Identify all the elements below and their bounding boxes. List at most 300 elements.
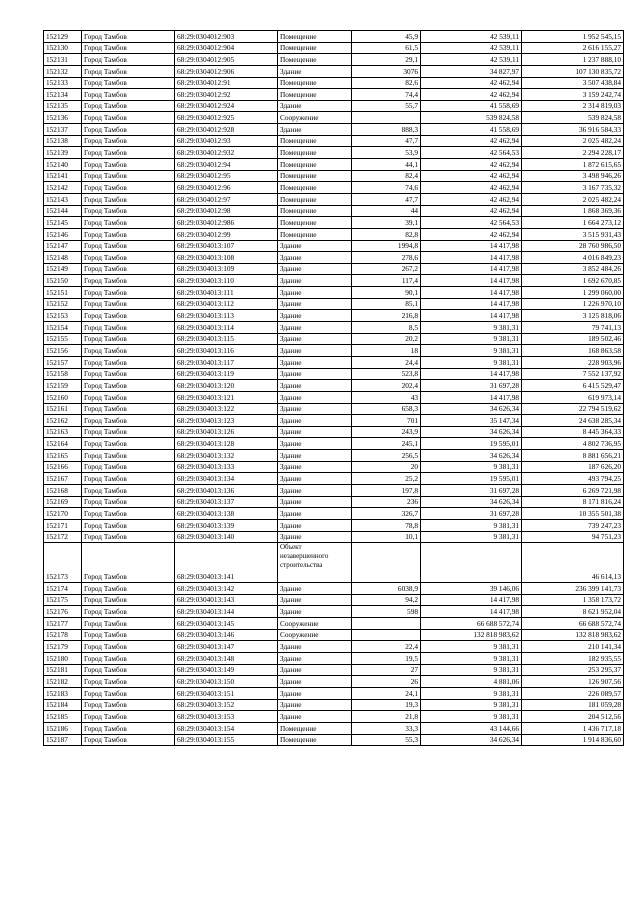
object-type-cell: Здание: [278, 531, 352, 543]
table-row: [44, 89, 624, 101]
object-type-cell: Здание: [278, 496, 352, 508]
area-cell: 24,1: [352, 687, 421, 699]
unit-value-cell: 9 381,31: [421, 653, 522, 665]
area-cell: 45,9: [352, 31, 421, 43]
cadastral-value-cell: 539 824,58: [522, 112, 624, 124]
object-type-cell: Помещение: [278, 205, 352, 217]
row-number-cell: 152187: [44, 734, 82, 746]
object-type-cell: Помещение: [278, 734, 352, 746]
row-number-cell: 152142: [44, 182, 82, 194]
area-cell: 25,2: [352, 473, 421, 485]
cadastral-number-cell: 68:29:0304013:142: [175, 583, 278, 595]
area-cell: 701: [352, 415, 421, 427]
object-type-cell: Помещение: [278, 147, 352, 159]
table-row: [44, 653, 624, 665]
area-cell: [352, 543, 421, 583]
cadastral-value-cell: 46 614,13: [522, 543, 624, 583]
area-cell: 6038,9: [352, 583, 421, 595]
cadastral-number-cell: 68:29:0304013:107: [175, 240, 278, 252]
area-cell: 27: [352, 664, 421, 676]
unit-value-cell: 9 381,31: [421, 322, 522, 334]
unit-value-cell: 14 417,98: [421, 287, 522, 299]
cadastral-number-cell: 68:29:0304013:122: [175, 403, 278, 415]
area-cell: 82,8: [352, 228, 421, 240]
object-type-cell: Объект незавершенного строительства: [278, 543, 352, 583]
cadastral-value-cell: 3 852 484,26: [522, 263, 624, 275]
table-row: [44, 699, 624, 711]
row-number-cell: 152157: [44, 356, 82, 368]
table-row: [44, 484, 624, 496]
object-type-cell: Здание: [278, 403, 352, 415]
table-row: [44, 496, 624, 508]
object-type-cell: Здание: [278, 124, 352, 136]
table-row: [44, 594, 624, 606]
cadastral-number-cell: 68:29:0304013:146: [175, 629, 278, 641]
area-cell: 43: [352, 391, 421, 403]
object-type-cell: Здание: [278, 263, 352, 275]
table-row: [44, 240, 624, 252]
table-row: [44, 519, 624, 531]
area-cell: 523,8: [352, 368, 421, 380]
area-cell: 20: [352, 461, 421, 473]
locality-cell: Город Тамбов: [82, 89, 175, 101]
locality-cell: Город Тамбов: [82, 310, 175, 322]
unit-value-cell: 14 417,98: [421, 594, 522, 606]
table-row: [44, 618, 624, 630]
area-cell: 236: [352, 496, 421, 508]
object-type-cell: Здание: [278, 298, 352, 310]
unit-value-cell: 42 462,94: [421, 135, 522, 147]
unit-value-cell: 9 381,31: [421, 356, 522, 368]
row-number-cell: 152132: [44, 65, 82, 77]
unit-value-cell: 31 697,28: [421, 484, 522, 496]
area-cell: 78,8: [352, 519, 421, 531]
cadastral-value-cell: 3 167 735,32: [522, 182, 624, 194]
object-type-cell: Здание: [278, 368, 352, 380]
locality-cell: Город Тамбов: [82, 170, 175, 182]
locality-cell: Город Тамбов: [82, 461, 175, 473]
object-type-cell: Помещение: [278, 193, 352, 205]
unit-value-cell: 9 381,31: [421, 664, 522, 676]
locality-cell: Город Тамбов: [82, 322, 175, 334]
unit-value-cell: 14 417,98: [421, 310, 522, 322]
area-cell: 33,3: [352, 722, 421, 734]
row-number-cell: 152144: [44, 205, 82, 217]
object-type-cell: Сооружение: [278, 618, 352, 630]
area-cell: 598: [352, 606, 421, 618]
cadastral-value-cell: 3 125 818,06: [522, 310, 624, 322]
unit-value-cell: 42 462,94: [421, 228, 522, 240]
unit-value-cell: 34 827,97: [421, 65, 522, 77]
unit-value-cell: 539 824,58: [421, 112, 522, 124]
table-row: [44, 473, 624, 485]
cadastral-value-cell: 189 502,46: [522, 333, 624, 345]
cadastral-value-cell: 2 294 228,17: [522, 147, 624, 159]
cadastral-value-cell: 66 688 572,74: [522, 618, 624, 630]
table-row: [44, 461, 624, 473]
unit-value-cell: 9 381,31: [421, 461, 522, 473]
object-type-cell: Здание: [278, 240, 352, 252]
cadastral-value-cell: 24 638 285,34: [522, 415, 624, 427]
cadastral-number-cell: 68:29:0304012:98: [175, 205, 278, 217]
cadastral-number-cell: 68:29:0304013:134: [175, 473, 278, 485]
cadastral-number-cell: 68:29:0304013:113: [175, 310, 278, 322]
table-row: [44, 228, 624, 240]
unit-value-cell: 42 462,94: [421, 77, 522, 89]
unit-value-cell: 31 697,28: [421, 380, 522, 392]
cadastral-number-cell: 68:29:0304012:924: [175, 100, 278, 112]
row-number-cell: 152156: [44, 345, 82, 357]
object-type-cell: Здание: [278, 699, 352, 711]
locality-cell: Город Тамбов: [82, 699, 175, 711]
cadastral-value-cell: 28 760 986,50: [522, 240, 624, 252]
cadastral-value-cell: 1 226 970,10: [522, 298, 624, 310]
cadastral-value-cell: 126 907,56: [522, 676, 624, 688]
row-number-cell: 152140: [44, 159, 82, 171]
cadastral-value-cell: 228 903,96: [522, 356, 624, 368]
row-number-cell: 152166: [44, 461, 82, 473]
table-row: [44, 275, 624, 287]
cadastral-value-cell: 4 802 736,95: [522, 438, 624, 450]
cadastral-number-cell: 68:29:0304013:148: [175, 653, 278, 665]
table-row: [44, 159, 624, 171]
table-row: [44, 263, 624, 275]
cadastral-value-cell: 1 952 545,15: [522, 31, 624, 43]
unit-value-cell: 9 381,31: [421, 345, 522, 357]
object-type-cell: Здание: [278, 252, 352, 264]
row-number-cell: 152146: [44, 228, 82, 240]
locality-cell: Город Тамбов: [82, 438, 175, 450]
cadastral-value-cell: 168 863,58: [522, 345, 624, 357]
locality-cell: Город Тамбов: [82, 473, 175, 485]
table-row: [44, 310, 624, 322]
row-number-cell: 152183: [44, 687, 82, 699]
object-type-cell: Здание: [278, 380, 352, 392]
object-type-cell: Здание: [278, 519, 352, 531]
unit-value-cell: 14 417,98: [421, 391, 522, 403]
object-type-cell: Здание: [278, 450, 352, 462]
area-cell: 82,4: [352, 170, 421, 182]
unit-value-cell: 19 595,01: [421, 473, 522, 485]
cadastral-number-cell: 68:29:0304013:141: [175, 543, 278, 583]
unit-value-cell: 41 558,69: [421, 124, 522, 136]
object-type-cell: Сооружение: [278, 112, 352, 124]
cadastral-value-cell: 8 445 364,33: [522, 426, 624, 438]
object-type-cell: Здание: [278, 322, 352, 334]
row-number-cell: 152149: [44, 263, 82, 275]
cadastral-value-cell: 2 314 819,03: [522, 100, 624, 112]
unit-value-cell: 4 881,06: [421, 676, 522, 688]
cadastral-value-cell: 493 794,25: [522, 473, 624, 485]
cadastral-number-cell: 68:29:0304013:154: [175, 722, 278, 734]
unit-value-cell: 9 381,31: [421, 641, 522, 653]
locality-cell: Город Тамбов: [82, 734, 175, 746]
cadastral-value-cell: 22 794 519,62: [522, 403, 624, 415]
locality-cell: Город Тамбов: [82, 252, 175, 264]
table-row: [44, 641, 624, 653]
object-type-cell: Здание: [278, 275, 352, 287]
unit-value-cell: 42 539,11: [421, 31, 522, 43]
unit-value-cell: 42 462,94: [421, 182, 522, 194]
object-type-cell: Здание: [278, 438, 352, 450]
area-cell: 26: [352, 676, 421, 688]
area-cell: 888,3: [352, 124, 421, 136]
object-type-cell: Здание: [278, 391, 352, 403]
locality-cell: Город Тамбов: [82, 496, 175, 508]
row-number-cell: 152141: [44, 170, 82, 182]
row-number-cell: 152167: [44, 473, 82, 485]
locality-cell: Город Тамбов: [82, 606, 175, 618]
locality-cell: Город Тамбов: [82, 664, 175, 676]
area-cell: 90,1: [352, 287, 421, 299]
table-row: [44, 438, 624, 450]
row-number-cell: 152145: [44, 217, 82, 229]
table-row: [44, 629, 624, 641]
locality-cell: Город Тамбов: [82, 333, 175, 345]
locality-cell: Город Тамбов: [82, 543, 175, 583]
cadastral-number-cell: 68:29:0304013:153: [175, 711, 278, 723]
row-number-cell: 152139: [44, 147, 82, 159]
object-type-cell: Помещение: [278, 54, 352, 66]
cadastral-number-cell: 68:29:0304013:115: [175, 333, 278, 345]
area-cell: 39,1: [352, 217, 421, 229]
locality-cell: Город Тамбов: [82, 519, 175, 531]
cadastral-value-cell: 253 295,37: [522, 664, 624, 676]
locality-cell: Город Тамбов: [82, 77, 175, 89]
locality-cell: Город Тамбов: [82, 676, 175, 688]
locality-cell: Город Тамбов: [82, 135, 175, 147]
cadastral-number-cell: 68:29:0304012:97: [175, 193, 278, 205]
table-row: [44, 193, 624, 205]
object-type-cell: Здание: [278, 356, 352, 368]
cadastral-number-cell: 68:29:0304012:92: [175, 89, 278, 101]
row-number-cell: 152155: [44, 333, 82, 345]
area-cell: 29,1: [352, 54, 421, 66]
locality-cell: Город Тамбов: [82, 380, 175, 392]
object-type-cell: Здание: [278, 287, 352, 299]
locality-cell: Город Тамбов: [82, 182, 175, 194]
table-row: [44, 508, 624, 520]
locality-cell: Город Тамбов: [82, 629, 175, 641]
unit-value-cell: 43 144,66: [421, 722, 522, 734]
locality-cell: Город Тамбов: [82, 217, 175, 229]
unit-value-cell: 31 697,28: [421, 508, 522, 520]
table-row: [44, 100, 624, 112]
cadastral-value-cell: 236 399 141,73: [522, 583, 624, 595]
unit-value-cell: 42 462,94: [421, 205, 522, 217]
unit-value-cell: [421, 543, 522, 583]
table-row: [44, 676, 624, 688]
cadastral-value-cell: 226 089,57: [522, 687, 624, 699]
cadastral-number-cell: 68:29:0304012:932: [175, 147, 278, 159]
cadastral-number-cell: 68:29:0304012:928: [175, 124, 278, 136]
object-type-cell: Здание: [278, 473, 352, 485]
cadastral-value-cell: 3 159 242,74: [522, 89, 624, 101]
unit-value-cell: 132 818 983,62: [421, 629, 522, 641]
cadastral-number-cell: 68:29:0304013:109: [175, 263, 278, 275]
locality-cell: Город Тамбов: [82, 298, 175, 310]
table-row: [44, 287, 624, 299]
cadastral-value-cell: 1 914 836,60: [522, 734, 624, 746]
object-type-cell: Здание: [278, 664, 352, 676]
unit-value-cell: 34 626,34: [421, 426, 522, 438]
cadastral-value-cell: 8 881 656,21: [522, 450, 624, 462]
area-cell: 94,2: [352, 594, 421, 606]
cadastral-value-cell: 1 872 615,65: [522, 159, 624, 171]
locality-cell: Город Тамбов: [82, 508, 175, 520]
unit-value-cell: 14 417,98: [421, 240, 522, 252]
cadastral-value-cell: 132 818 983,62: [522, 629, 624, 641]
cadastral-number-cell: 68:29:0304012:99: [175, 228, 278, 240]
area-cell: [352, 618, 421, 630]
cadastral-number-cell: 68:29:0304013:140: [175, 531, 278, 543]
area-cell: 61,5: [352, 42, 421, 54]
cadastral-number-cell: 68:29:0304013:116: [175, 345, 278, 357]
object-type-cell: Здание: [278, 606, 352, 618]
row-number-cell: 152175: [44, 594, 82, 606]
locality-cell: Город Тамбов: [82, 356, 175, 368]
cadastral-number-cell: 68:29:0304013:136: [175, 484, 278, 496]
object-type-cell: Здание: [278, 508, 352, 520]
cadastral-number-cell: 68:29:0304013:126: [175, 426, 278, 438]
area-cell: 22,4: [352, 641, 421, 653]
area-cell: 55,3: [352, 734, 421, 746]
row-number-cell: 152160: [44, 391, 82, 403]
locality-cell: Город Тамбов: [82, 415, 175, 427]
row-number-cell: 152172: [44, 531, 82, 543]
unit-value-cell: 14 417,98: [421, 252, 522, 264]
locality-cell: Город Тамбов: [82, 531, 175, 543]
object-type-cell: Здание: [278, 641, 352, 653]
unit-value-cell: 19 595,01: [421, 438, 522, 450]
table-row: [44, 687, 624, 699]
area-cell: 20,2: [352, 333, 421, 345]
object-type-cell: Помещение: [278, 31, 352, 43]
cadastral-number-cell: 68:29:0304012:94: [175, 159, 278, 171]
object-type-cell: Здание: [278, 100, 352, 112]
cadastral-number-cell: 68:29:0304013:145: [175, 618, 278, 630]
table-row: [44, 147, 624, 159]
table-row: [44, 711, 624, 723]
locality-cell: Город Тамбов: [82, 205, 175, 217]
unit-value-cell: 14 417,98: [421, 606, 522, 618]
cadastral-number-cell: 68:29:0304013:144: [175, 606, 278, 618]
area-cell: 24,4: [352, 356, 421, 368]
area-cell: 278,6: [352, 252, 421, 264]
table-row: [44, 734, 624, 746]
row-number-cell: 152161: [44, 403, 82, 415]
object-type-cell: Здание: [278, 333, 352, 345]
locality-cell: Город Тамбов: [82, 54, 175, 66]
cadastral-value-cell: 1 664 273,12: [522, 217, 624, 229]
cadastral-value-cell: 107 130 835,72: [522, 65, 624, 77]
unit-value-cell: 41 558,69: [421, 100, 522, 112]
cadastral-number-cell: 68:29:0304013:112: [175, 298, 278, 310]
cadastral-value-cell: 94 751,23: [522, 531, 624, 543]
unit-value-cell: 9 381,31: [421, 333, 522, 345]
unit-value-cell: 9 381,31: [421, 711, 522, 723]
area-cell: [352, 112, 421, 124]
table-row: [44, 403, 624, 415]
row-number-cell: 152186: [44, 722, 82, 734]
cadastral-value-cell: 181 059,28: [522, 699, 624, 711]
locality-cell: Город Тамбов: [82, 426, 175, 438]
row-number-cell: 152134: [44, 89, 82, 101]
unit-value-cell: 34 626,34: [421, 403, 522, 415]
unit-value-cell: 9 381,31: [421, 531, 522, 543]
table-row: [44, 31, 624, 43]
area-cell: 10,1: [352, 531, 421, 543]
object-type-cell: Здание: [278, 65, 352, 77]
row-number-cell: 152173: [44, 543, 82, 583]
object-type-cell: Здание: [278, 426, 352, 438]
unit-value-cell: 9 381,31: [421, 699, 522, 711]
area-cell: 82,6: [352, 77, 421, 89]
unit-value-cell: 14 417,98: [421, 298, 522, 310]
locality-cell: Город Тамбов: [82, 368, 175, 380]
table-row: [44, 252, 624, 264]
table-row: [44, 368, 624, 380]
area-cell: 44: [352, 205, 421, 217]
table-body: [44, 31, 624, 746]
object-type-cell: Помещение: [278, 159, 352, 171]
cadastral-number-cell: 68:29:0304013:110: [175, 275, 278, 287]
object-type-cell: Здание: [278, 583, 352, 595]
cadastral-value-cell: 739 247,23: [522, 519, 624, 531]
table-row: [44, 322, 624, 334]
area-cell: 8,5: [352, 322, 421, 334]
table-row: [44, 182, 624, 194]
row-number-cell: 152174: [44, 583, 82, 595]
cadastral-number-cell: 68:29:0304013:151: [175, 687, 278, 699]
area-cell: 18: [352, 345, 421, 357]
cadastral-number-cell: 68:29:0304013:152: [175, 699, 278, 711]
row-number-cell: 152133: [44, 77, 82, 89]
cadastral-value-cell: 1 868 369,36: [522, 205, 624, 217]
table-row: [44, 298, 624, 310]
unit-value-cell: 42 564,53: [421, 217, 522, 229]
cadastral-number-cell: 68:29:0304013:119: [175, 368, 278, 380]
unit-value-cell: 34 626,34: [421, 734, 522, 746]
cadastral-number-cell: 68:29:0304013:128: [175, 438, 278, 450]
unit-value-cell: 34 626,34: [421, 450, 522, 462]
unit-value-cell: 42 539,11: [421, 42, 522, 54]
area-cell: 74,4: [352, 89, 421, 101]
object-type-cell: Здание: [278, 676, 352, 688]
row-number-cell: 152151: [44, 287, 82, 299]
table-row: [44, 333, 624, 345]
cadastral-number-cell: 68:29:0304013:111: [175, 287, 278, 299]
locality-cell: Город Тамбов: [82, 228, 175, 240]
cadastral-number-cell: 68:29:0304013:121: [175, 391, 278, 403]
unit-value-cell: 42 462,94: [421, 193, 522, 205]
area-cell: 47,7: [352, 193, 421, 205]
cadastral-number-cell: 68:29:0304013:150: [175, 676, 278, 688]
table-row: [44, 124, 624, 136]
cadastral-number-cell: 68:29:0304013:117: [175, 356, 278, 368]
cadastral-number-cell: 68:29:0304013:114: [175, 322, 278, 334]
unit-value-cell: 42 539,11: [421, 54, 522, 66]
row-number-cell: 152129: [44, 31, 82, 43]
table-row: [44, 42, 624, 54]
cadastral-number-cell: 68:29:0304012:95: [175, 170, 278, 182]
object-type-cell: Помещение: [278, 228, 352, 240]
locality-cell: Город Тамбов: [82, 263, 175, 275]
object-type-cell: Здание: [278, 415, 352, 427]
cadastral-value-cell: 1 436 717,18: [522, 722, 624, 734]
table-row: [44, 543, 624, 583]
cadastral-value-cell: 36 916 584,33: [522, 124, 624, 136]
